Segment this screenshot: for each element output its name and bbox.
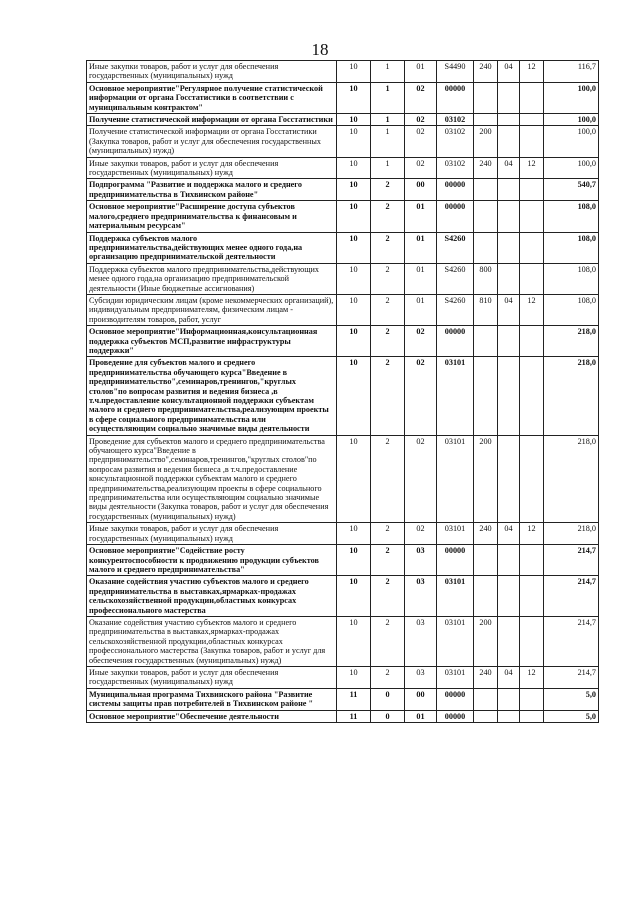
activity-code-cell: 02 (405, 126, 437, 157)
expense-type-cell: 240 (474, 61, 498, 83)
program-code-cell: 10 (337, 61, 371, 83)
subsection-cell (520, 232, 544, 263)
section-cell (498, 126, 520, 157)
amount-cell: 116,7 (544, 61, 599, 83)
row-name-cell: Основное мероприятие"Информационная,консультационная поддержка субъектов МСП,развитие инфраструктуры поддержки" (87, 326, 337, 357)
direction-code-cell: 03102 (437, 114, 474, 126)
amount-cell: 5,0 (544, 710, 599, 722)
expense-type-cell (474, 82, 498, 113)
subsection-cell (520, 114, 544, 126)
amount-cell: 108,0 (544, 263, 599, 294)
table-row (87, 666, 599, 688)
activity-code-cell: 03 (405, 616, 437, 666)
section-cell (498, 576, 520, 617)
row-name-cell: Муниципальная программа Тихвинского района "Развитие системы защиты прав потребителей в Тихвинском районе " (87, 688, 337, 710)
expense-type-cell: 800 (474, 263, 498, 294)
direction-code-cell: 00000 (437, 82, 474, 113)
amount-cell: 5,0 (544, 688, 599, 710)
subsection-cell (520, 357, 544, 435)
section-cell (498, 263, 520, 294)
section-cell: 04 (498, 523, 520, 545)
row-name-cell: Подпрограмма "Развитие и поддержка малого и среднего предпринимательства в Тихвинском районе" (87, 179, 337, 201)
table-row (87, 82, 599, 113)
table-row (87, 179, 599, 201)
table-row (87, 357, 599, 435)
subprogram-code-cell: 2 (371, 294, 405, 325)
row-name-cell: Поддержка субъектов малого предпринимательства,действующих менее одного года,на организацию предпринимательской деятельности (Иные бюджетные ассигнования) (87, 263, 337, 294)
expense-type-cell: 200 (474, 126, 498, 157)
activity-code-cell: 03 (405, 545, 437, 576)
direction-code-cell: 00000 (437, 326, 474, 357)
expense-type-cell: 810 (474, 294, 498, 325)
subsection-cell: 12 (520, 294, 544, 325)
table-row (87, 294, 599, 325)
expense-type-cell (474, 326, 498, 357)
section-cell (498, 179, 520, 201)
activity-code-cell: 02 (405, 435, 437, 523)
amount-cell: 108,0 (544, 201, 599, 232)
direction-code-cell: 00000 (437, 710, 474, 722)
activity-code-cell: 03 (405, 576, 437, 617)
amount-cell: 100,0 (544, 126, 599, 157)
subsection-cell (520, 179, 544, 201)
subsection-cell (520, 263, 544, 294)
amount-cell: 100,0 (544, 157, 599, 179)
activity-code-cell: 02 (405, 114, 437, 126)
subsection-cell (520, 545, 544, 576)
table-row (87, 435, 599, 523)
amount-cell: 218,0 (544, 435, 599, 523)
activity-code-cell: 01 (405, 294, 437, 325)
amount-cell: 108,0 (544, 232, 599, 263)
page-number: 18 (311, 40, 329, 59)
activity-code-cell: 00 (405, 179, 437, 201)
table-row (87, 523, 599, 545)
subprogram-code-cell: 2 (371, 201, 405, 232)
program-code-cell: 10 (337, 576, 371, 617)
expense-type-cell: 240 (474, 157, 498, 179)
amount-cell: 214,7 (544, 545, 599, 576)
program-code-cell: 10 (337, 232, 371, 263)
row-name-cell: Проведение для субъектов малого и среднего предпринимательства обучающего курса"Введение в предпринимательство",семинаров,тренингов,"круглых столов"по вопросам развития и ведения бизнеса ,в т.ч.предоставление консультационной поддержки субъектам малого и среднего предпринимательства,реализующим проекты в сфере социального предпринимательства или осуществляющим социально значимые виды деятельности (Закупка товаров, работ и услуг для обеспечения государственных (муниципальных) нужд) (87, 435, 337, 523)
amount-cell: 100,0 (544, 114, 599, 126)
section-cell: 04 (498, 157, 520, 179)
subsection-cell (520, 201, 544, 232)
program-code-cell: 10 (337, 326, 371, 357)
expense-type-cell (474, 688, 498, 710)
program-code-cell: 10 (337, 435, 371, 523)
expense-type-cell (474, 201, 498, 232)
section-cell (498, 710, 520, 722)
amount-cell: 100,0 (544, 82, 599, 113)
program-code-cell: 10 (337, 357, 371, 435)
subprogram-code-cell: 2 (371, 545, 405, 576)
expense-type-cell: 240 (474, 666, 498, 688)
table-row (87, 545, 599, 576)
section-cell (498, 357, 520, 435)
program-code-cell: 10 (337, 179, 371, 201)
table-row (87, 688, 599, 710)
program-code-cell: 11 (337, 688, 371, 710)
row-name-cell: Получение статистической информации от органа Госстатистики (Закупка товаров, работ и услуг для обеспечения государственных (муниципальных) нужд) (87, 126, 337, 157)
activity-code-cell: 03 (405, 666, 437, 688)
activity-code-cell: 01 (405, 710, 437, 722)
subprogram-code-cell: 2 (371, 435, 405, 523)
expense-type-cell (474, 114, 498, 126)
expense-type-cell (474, 576, 498, 617)
amount-cell: 108,0 (544, 294, 599, 325)
table-row (87, 326, 599, 357)
subsection-cell: 12 (520, 157, 544, 179)
direction-code-cell: S4260 (437, 294, 474, 325)
subsection-cell (520, 435, 544, 523)
direction-code-cell: S4260 (437, 232, 474, 263)
section-cell: 04 (498, 666, 520, 688)
section-cell (498, 201, 520, 232)
expense-type-cell (474, 545, 498, 576)
subprogram-code-cell: 0 (371, 688, 405, 710)
section-cell (498, 82, 520, 113)
amount-cell: 218,0 (544, 357, 599, 435)
subprogram-code-cell: 2 (371, 326, 405, 357)
subprogram-code-cell: 1 (371, 114, 405, 126)
direction-code-cell: 03102 (437, 126, 474, 157)
program-code-cell: 10 (337, 126, 371, 157)
direction-code-cell: 00000 (437, 688, 474, 710)
direction-code-cell: 03102 (437, 157, 474, 179)
row-name-cell: Иные закупки товаров, работ и услуг для обеспечения государственных (муниципальных) нужд (87, 666, 337, 688)
subprogram-code-cell: 2 (371, 179, 405, 201)
section-cell (498, 616, 520, 666)
direction-code-cell: 03101 (437, 666, 474, 688)
table-row (87, 114, 599, 126)
activity-code-cell: 01 (405, 201, 437, 232)
table-row (87, 576, 599, 617)
direction-code-cell: 00000 (437, 545, 474, 576)
amount-cell: 218,0 (544, 326, 599, 357)
program-code-cell: 10 (337, 545, 371, 576)
activity-code-cell: 02 (405, 82, 437, 113)
section-cell (498, 545, 520, 576)
subprogram-code-cell: 1 (371, 157, 405, 179)
row-name-cell: Основное мероприятие"Расширение доступа субъектов малого,среднего предпринимательства к финансовым и материальным ресурсам" (87, 201, 337, 232)
row-name-cell: Оказание содействия участию субъектов малого и среднего предпринимательства в выставках,ярмарках-продажах сельскохозяйственной продукции,областных конкурсах профессионального мастерства (87, 576, 337, 617)
row-name-cell: Оказание содействия участию субъектов малого и среднего предпринимательства в выставках,ярмарках-продажах сельскохозяйственной продукции,областных конкурсах профессионального мастерства (Закупка товаров, работ и услуг для обеспечения государственных (муниципальных) нужд) (87, 616, 337, 666)
subsection-cell (520, 326, 544, 357)
subprogram-code-cell: 2 (371, 523, 405, 545)
row-name-cell: Основное мероприятие"Регулярное получение статистической информации от органа Госстатистики в соответствии с муниципальным контрактом" (87, 82, 337, 113)
activity-code-cell: 00 (405, 688, 437, 710)
row-name-cell: Основное мероприятие"Обеспечение деятельности (87, 710, 337, 722)
direction-code-cell: S4490 (437, 61, 474, 83)
subsection-cell (520, 616, 544, 666)
expense-type-cell (474, 232, 498, 263)
direction-code-cell: 00000 (437, 201, 474, 232)
program-code-cell: 10 (337, 82, 371, 113)
amount-cell: 214,7 (544, 616, 599, 666)
section-cell: 04 (498, 294, 520, 325)
subprogram-code-cell: 1 (371, 82, 405, 113)
activity-code-cell: 02 (405, 357, 437, 435)
activity-code-cell: 01 (405, 232, 437, 263)
row-name-cell: Иные закупки товаров, работ и услуг для обеспечения государственных (муниципальных) нужд (87, 523, 337, 545)
expense-type-cell (474, 179, 498, 201)
row-name-cell: Получение статистической информации от органа Госстатистики (87, 114, 337, 126)
program-code-cell: 10 (337, 616, 371, 666)
expense-type-cell (474, 357, 498, 435)
section-cell (498, 232, 520, 263)
program-code-cell: 10 (337, 201, 371, 232)
table-row (87, 157, 599, 179)
row-name-cell: Субсидии юридическим лицам (кроме некоммерческих организаций), индивидуальным предпринимателям, физическим лицам - производителям товаров, работ, услуг (87, 294, 337, 325)
activity-code-cell: 01 (405, 61, 437, 83)
program-code-cell: 10 (337, 666, 371, 688)
direction-code-cell: 03101 (437, 523, 474, 545)
section-cell (498, 326, 520, 357)
row-name-cell: Поддержка субъектов малого предпринимательства,действующих менее одного года,на организацию предпринимательской деятельности (87, 232, 337, 263)
expense-type-cell (474, 710, 498, 722)
table-row (87, 263, 599, 294)
program-code-cell: 10 (337, 157, 371, 179)
subsection-cell (520, 688, 544, 710)
subprogram-code-cell: 0 (371, 710, 405, 722)
table-row (87, 126, 599, 157)
subprogram-code-cell: 2 (371, 263, 405, 294)
subprogram-code-cell: 1 (371, 126, 405, 157)
expense-type-cell: 240 (474, 523, 498, 545)
program-code-cell: 10 (337, 523, 371, 545)
activity-code-cell: 01 (405, 263, 437, 294)
table-row (87, 232, 599, 263)
activity-code-cell: 02 (405, 157, 437, 179)
budget-table (86, 60, 599, 723)
table-row (87, 61, 599, 83)
activity-code-cell: 02 (405, 523, 437, 545)
amount-cell: 218,0 (544, 523, 599, 545)
activity-code-cell: 02 (405, 326, 437, 357)
amount-cell: 214,7 (544, 576, 599, 617)
direction-code-cell: 03101 (437, 576, 474, 617)
row-name-cell: Проведение для субъектов малого и среднего предпринимательства обучающего курса"Введение в предпринимательство",семинаров,тренингов,"круглых столов"по вопросам развития и ведения бизнеса ,в т.ч.предоставление консультационной поддержки субъектам малого и среднего предпринимательства,реализующим проекты в сфере социального предпринимательства или осуществляющим социально значимые виды деятельности (87, 357, 337, 435)
direction-code-cell: 03101 (437, 357, 474, 435)
subsection-cell (520, 82, 544, 113)
subsection-cell: 12 (520, 523, 544, 545)
subsection-cell: 12 (520, 666, 544, 688)
subsection-cell: 12 (520, 61, 544, 83)
subprogram-code-cell: 2 (371, 666, 405, 688)
program-code-cell: 10 (337, 294, 371, 325)
subprogram-code-cell: 2 (371, 616, 405, 666)
subsection-cell (520, 576, 544, 617)
direction-code-cell: 03101 (437, 435, 474, 523)
subprogram-code-cell: 1 (371, 61, 405, 83)
row-name-cell: Иные закупки товаров, работ и услуг для обеспечения государственных (муниципальных) нужд (87, 157, 337, 179)
row-name-cell: Основное мероприятие"Содействие росту конкурентоспособности к продвижению продукции субъектов малого и среднего предпринимательства" (87, 545, 337, 576)
subprogram-code-cell: 2 (371, 576, 405, 617)
section-cell (498, 688, 520, 710)
section-cell (498, 114, 520, 126)
subprogram-code-cell: 2 (371, 232, 405, 263)
section-cell (498, 435, 520, 523)
amount-cell: 540,7 (544, 179, 599, 201)
expense-type-cell: 200 (474, 435, 498, 523)
expense-type-cell: 200 (474, 616, 498, 666)
subsection-cell (520, 710, 544, 722)
program-code-cell: 10 (337, 263, 371, 294)
amount-cell: 214,7 (544, 666, 599, 688)
table-row (87, 616, 599, 666)
program-code-cell: 10 (337, 114, 371, 126)
direction-code-cell: S4260 (437, 263, 474, 294)
direction-code-cell: 03101 (437, 616, 474, 666)
subprogram-code-cell: 2 (371, 357, 405, 435)
direction-code-cell: 00000 (437, 179, 474, 201)
table-row (87, 710, 599, 722)
table-row (87, 201, 599, 232)
program-code-cell: 11 (337, 710, 371, 722)
subsection-cell (520, 126, 544, 157)
row-name-cell: Иные закупки товаров, работ и услуг для обеспечения государственных (муниципальных) нужд (87, 61, 337, 83)
section-cell: 04 (498, 61, 520, 83)
